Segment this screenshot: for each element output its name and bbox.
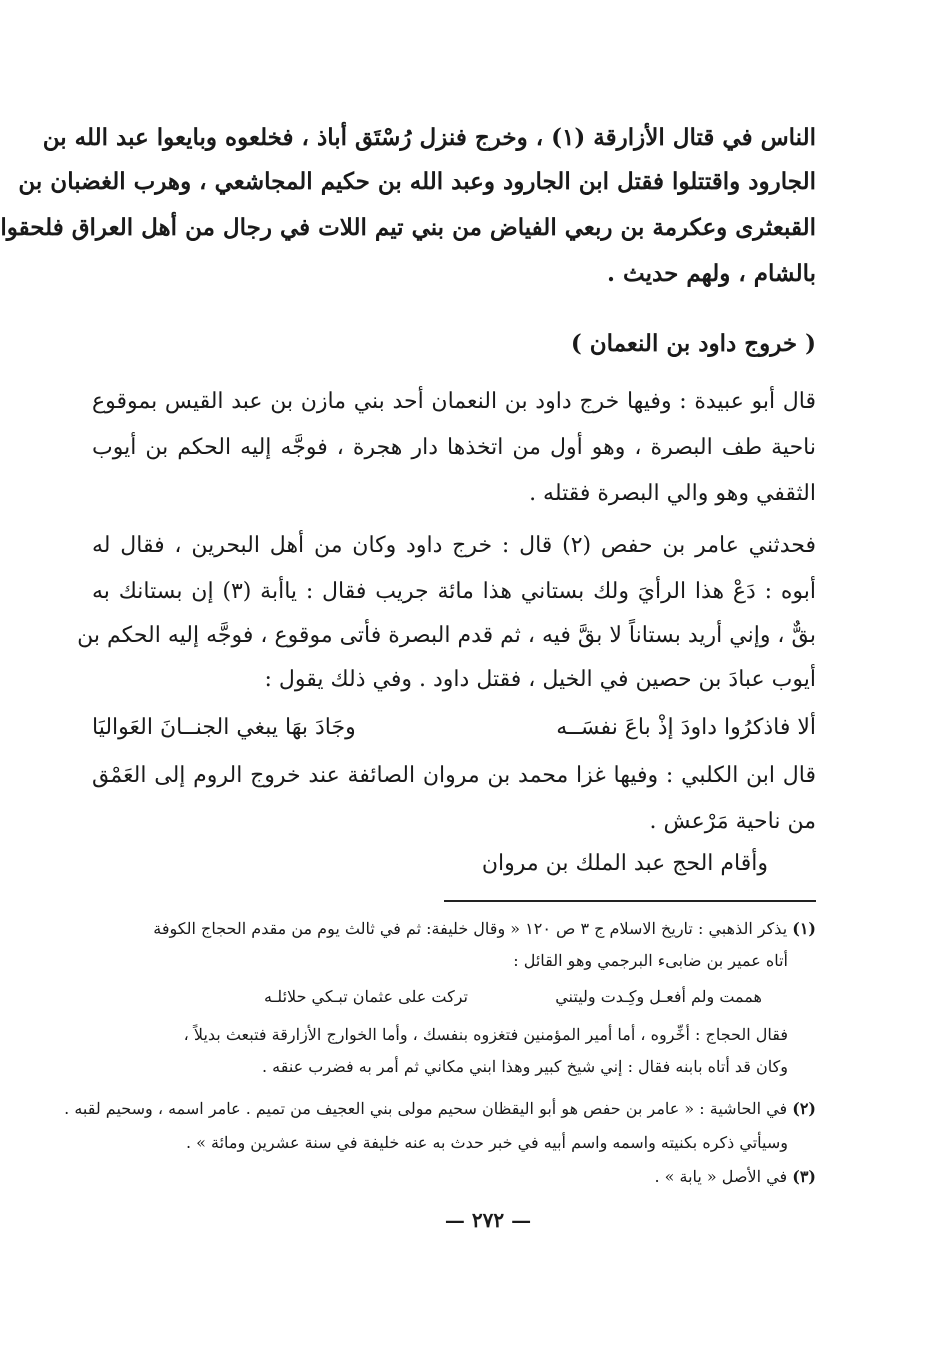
body-line-2: الجارود واقتتلوا فقتل ابن الجارود وعبد الله بن حكيم المجاشعي ، وهرب الغضبان بن xyxy=(18,168,816,195)
footnote-number: (١) xyxy=(792,919,816,938)
paragraph-line: الثقفي وهو والي البصرة فقتله . xyxy=(529,481,816,506)
paragraph-line: أيوب عبادَ بن حصين في الخيل ، فقتل داود . وفي ذلك يقول : xyxy=(264,667,816,692)
footnote-verse-second: تركت على عثمان تبـكي حلائلـه xyxy=(264,987,468,1006)
footnote-line: أتاه عمير بن ضابىء البرجمي وهو القائل : xyxy=(513,951,788,970)
footnote-line: فقال الحجاج : أخِّروه ، أما أمير المؤمنين فتغزوه بنفسك ، وأما الخوارج الأزارقة فتبعث بديلاً ، xyxy=(183,1025,788,1044)
paragraph-line: قال أبو عبيدة : وفيها خرج داود بن النعمان أحد بني مازن بن عبد القيس بموقوع xyxy=(92,389,816,414)
footnote-1 xyxy=(92,914,816,944)
footnote-text: في الأصل « يابة » . xyxy=(654,1167,788,1186)
footnote-separator xyxy=(444,900,816,902)
page-number: — ٢٧٢ — xyxy=(444,1208,532,1232)
paragraph-line: قال ابن الكلبي : وفيها غزا محمد بن مروان الصائفة عند خروج الروم إلى العَمْق xyxy=(92,763,816,788)
paragraph-line: ناحية طف البصرة ، وهو أول من اتخذها دار هجرة ، فوجَّه إليه الحكم بن أيوب xyxy=(92,435,816,460)
body-line-3: القبعثرى وعكرمة بن ربعي الفياض من بني تيم اللات في رجال من أهل العراق فلحقوا xyxy=(0,214,816,241)
paragraph-line: من ناحية مَرْعش . xyxy=(649,809,816,834)
paragraph-line: وأقام الحج عبد الملك بن مروان xyxy=(481,851,768,876)
footnote-2 xyxy=(64,1094,816,1124)
footnote-line: وسيأتي ذكره بكنيته واسمه واسم أبيه في خبر حدث به عنه خليفة في سنة عشرين ومائة » . xyxy=(185,1133,788,1152)
footnote-number: (٢) xyxy=(792,1099,816,1118)
footnote-number: (٣) xyxy=(792,1167,816,1186)
footnote-text: يذكر الذهبي : تاريخ الاسلام ج ٣ ص ١٢٠ « وقال خليفة: ثم في ثالث يوم من مقدم الحجاج الكوفة xyxy=(153,919,788,938)
body-line-1: الناس في قتال الأزارقة (١) ، وخرج فنزل رُسْتَق أباذ ، فخلعوه وبايعوا عبد الله بن xyxy=(42,124,816,151)
footnote-3 xyxy=(92,1162,816,1192)
footnote-text: في الحاشية : « عامر بن حفص هو أبو اليقظان سحيم مولى بني العجيف من تميم . عامر اسمه ، وسحيم لقبه . xyxy=(64,1099,788,1118)
verse-first-hemistich: ألا فاذكرُوا داودَ إذْ باعَ نفسَــه xyxy=(556,715,816,740)
paragraph-line: فحدثني عامر بن حفص (٢) قال : خرج داود وكان من أهل البحرين ، فقال له xyxy=(92,533,816,558)
footnote-line: وكان قد أتاه بابنه فقال : إني شيخ كبير وهذا ابني مكاني ثم أمر به فضرب عنقه . xyxy=(261,1057,788,1076)
paragraph-line: أبوه : دَعْ هذا الرأيَ ولك بستاني هذا مائة جريب فقال : ياأبة (٣) إن بستانك به xyxy=(92,579,816,604)
section-heading: ( خروج داود بن النعمان ) xyxy=(570,330,816,357)
body-line-4: بالشام ، ولهم حديث . xyxy=(607,260,816,287)
footnote-verse-first: هممت ولم أفعـل وكِـدت وليتني xyxy=(555,987,762,1006)
paragraph-line: بقٌّ ، وإني أريد بستاناً لا بقَّ فيه ، ثم قدم البصرة فأتى موقوع ، فوجَّه إليه الحكم بن xyxy=(77,623,816,648)
verse-second-hemistich: وجَادَ بهَا يبغي الجنــانَ العَواليَا xyxy=(92,715,356,740)
